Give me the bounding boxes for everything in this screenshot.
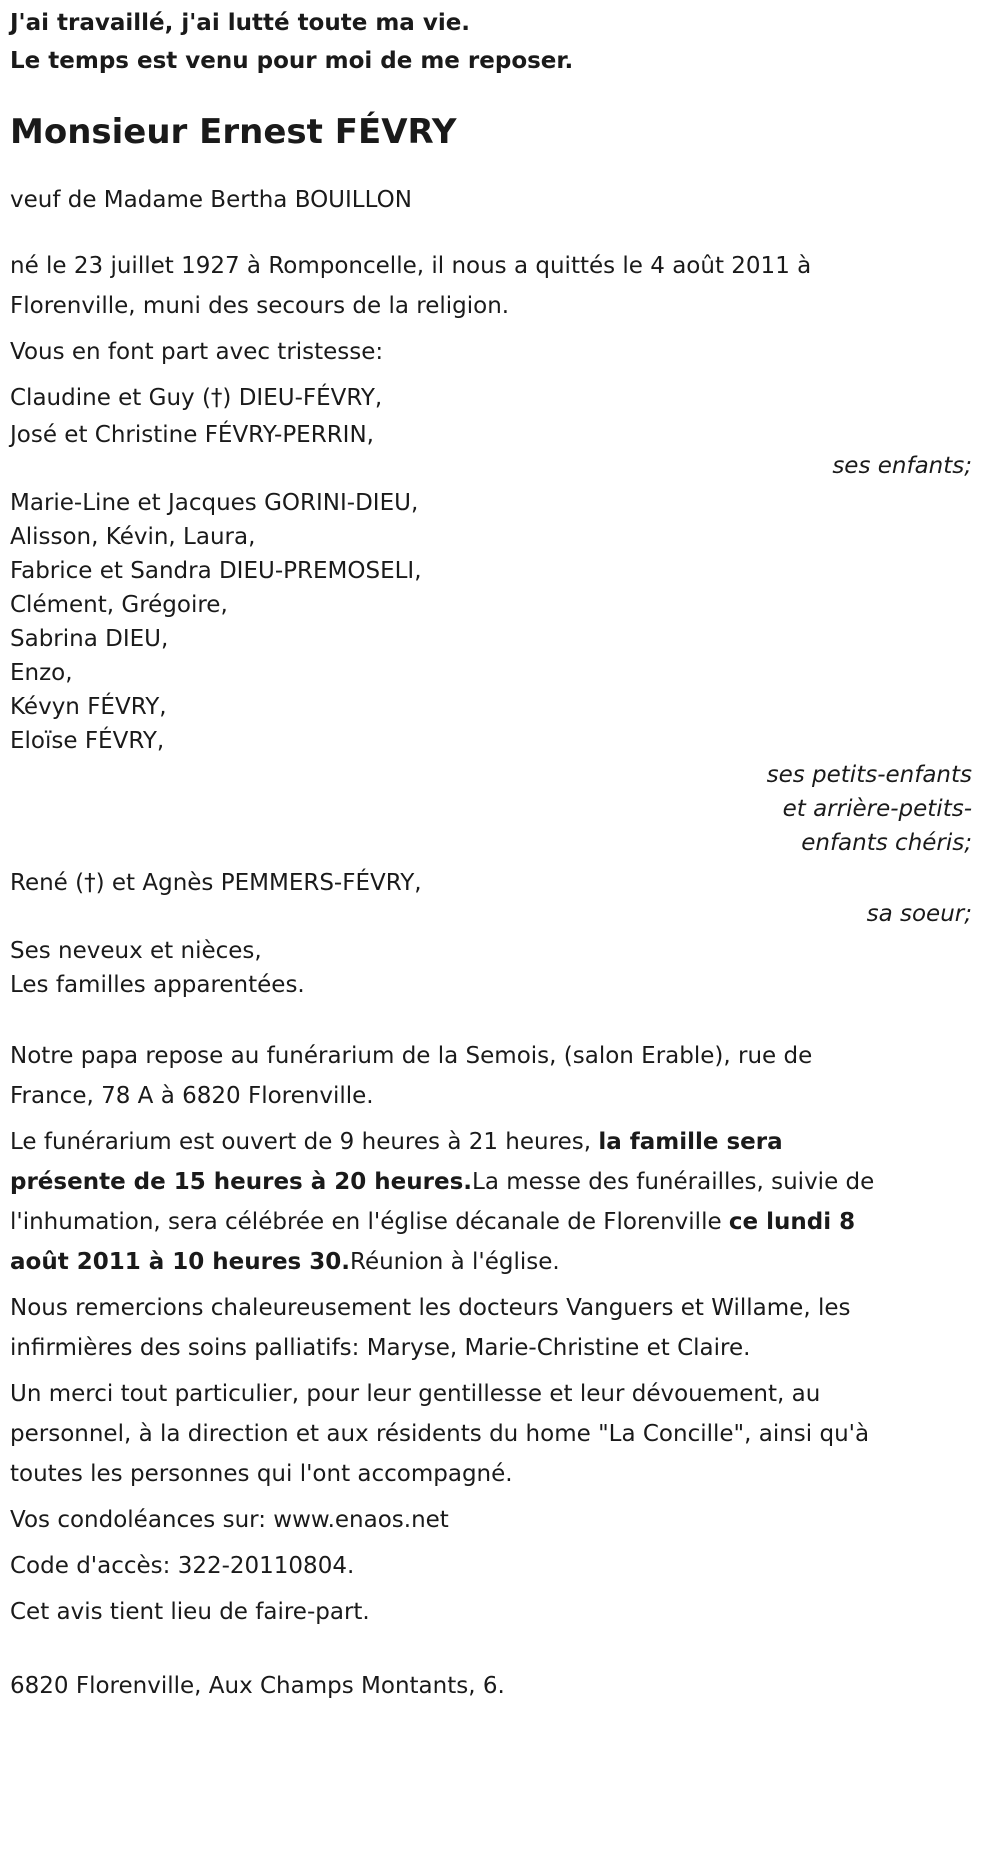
family-name: Marie-Line et Jacques GORINI-DIEU, — [10, 490, 419, 516]
text-span: La messe des funérailles, suivie de — [472, 1169, 875, 1195]
address-line: 6820 Florenville, Aux Champs Montants, 6. — [10, 1673, 505, 1699]
rest-paragraph — [10, 1036, 990, 1116]
text-line: personnel, à la direction et aux résidents du home "La Concille", ainsi qu'à — [10, 1421, 870, 1447]
family-name: Sabrina DIEU, — [10, 626, 169, 652]
relation-label: sa soeur; — [866, 901, 972, 927]
text-line: Florenville, muni des secours de la religion. — [10, 293, 510, 319]
text-line: Notre papa repose au funérarium de la Semois, (salon Erable), rue de — [10, 1043, 813, 1069]
text-line: infirmières des soins palliatifs: Maryse, Marie-Christine et Claire. — [10, 1335, 751, 1361]
access-code-line: Code d'accès: 322-20110804. — [10, 1553, 355, 1579]
family-name: Clément, Grégoire, — [10, 592, 228, 618]
family-name: René (†) et Agnès PEMMERS-FÉVRY, — [10, 870, 422, 896]
relation-label: enfants chéris; — [801, 830, 972, 856]
family-name: Claudine et Guy (†) DIEU-FÉVRY, — [10, 385, 383, 411]
text-line — [10, 1242, 990, 1282]
bold-span: août 2011 à 10 heures 30. — [10, 1249, 350, 1275]
bold-span: ce lundi 8 — [728, 1209, 856, 1235]
deceased-name: Monsieur Ernest FÉVRY — [10, 112, 457, 152]
epigraph-line: J'ai travaillé, j'ai lutté toute ma vie. — [10, 10, 471, 36]
text-span: Réunion à l'église. — [350, 1249, 560, 1275]
family-name: Ses neveux et nièces, — [10, 938, 262, 964]
epigraph-line: Le temps est venu pour moi de me reposer. — [10, 48, 574, 74]
relation-label: et arrière-petits- — [782, 796, 972, 822]
text-line — [10, 1202, 990, 1242]
family-name: Fabrice et Sandra DIEU-PREMOSELI, — [10, 558, 422, 584]
epigraph — [10, 4, 990, 80]
relation-label: ses petits-enfants — [766, 762, 972, 788]
children-block — [10, 378, 990, 480]
others-block — [10, 934, 990, 1002]
text-span: Le funérarium est ouvert de 9 heures à 21 heures, — [10, 1129, 599, 1155]
text-line: Nous remercions chaleureusement les docteurs Vanguers et Willame, les — [10, 1295, 851, 1321]
grandchildren-block — [10, 486, 990, 860]
text-line: toutes les personnes qui l'ont accompagné. — [10, 1461, 513, 1487]
text-line — [10, 1162, 990, 1202]
text-span: l'inhumation, sera célébrée en l'église décanale de Florenville — [10, 1209, 729, 1235]
text-line: Un merci tout particulier, pour leur gentillesse et leur dévouement, au — [10, 1381, 821, 1407]
text-line — [10, 1122, 990, 1162]
family-name: Les familles apparentées. — [10, 972, 305, 998]
spouse-line: veuf de Madame Bertha BOUILLON — [10, 187, 412, 213]
announce-line: Vous en font part avec tristesse: — [10, 339, 384, 365]
sister-block — [10, 866, 990, 928]
text-line: né le 23 juillet 1927 à Romponcelle, il nous a quittés le 4 août 2011 à — [10, 253, 812, 279]
hours-paragraph — [10, 1122, 990, 1282]
text-line: France, 78 A à 6820 Florenville. — [10, 1083, 374, 1109]
bold-span: présente de 15 heures à 20 heures. — [10, 1169, 472, 1195]
condolences-line: Vos condoléances sur: www.enaos.net — [10, 1507, 449, 1533]
thanks-paragraph — [10, 1288, 990, 1368]
birth-death-paragraph — [10, 246, 990, 326]
family-name: Alisson, Kévin, Laura, — [10, 524, 256, 550]
family-name: Eloïse FÉVRY, — [10, 728, 165, 754]
special-thanks-paragraph — [10, 1374, 990, 1494]
bold-span: la famille sera — [598, 1129, 783, 1155]
family-name: Enzo, — [10, 660, 73, 686]
family-name: Kévyn FÉVRY, — [10, 694, 167, 720]
family-name: José et Christine FÉVRY-PERRIN, — [10, 422, 374, 448]
obituary-page — [0, 4, 1000, 1867]
relation-label: ses enfants; — [832, 453, 972, 479]
notice-line: Cet avis tient lieu de faire-part. — [10, 1599, 370, 1625]
